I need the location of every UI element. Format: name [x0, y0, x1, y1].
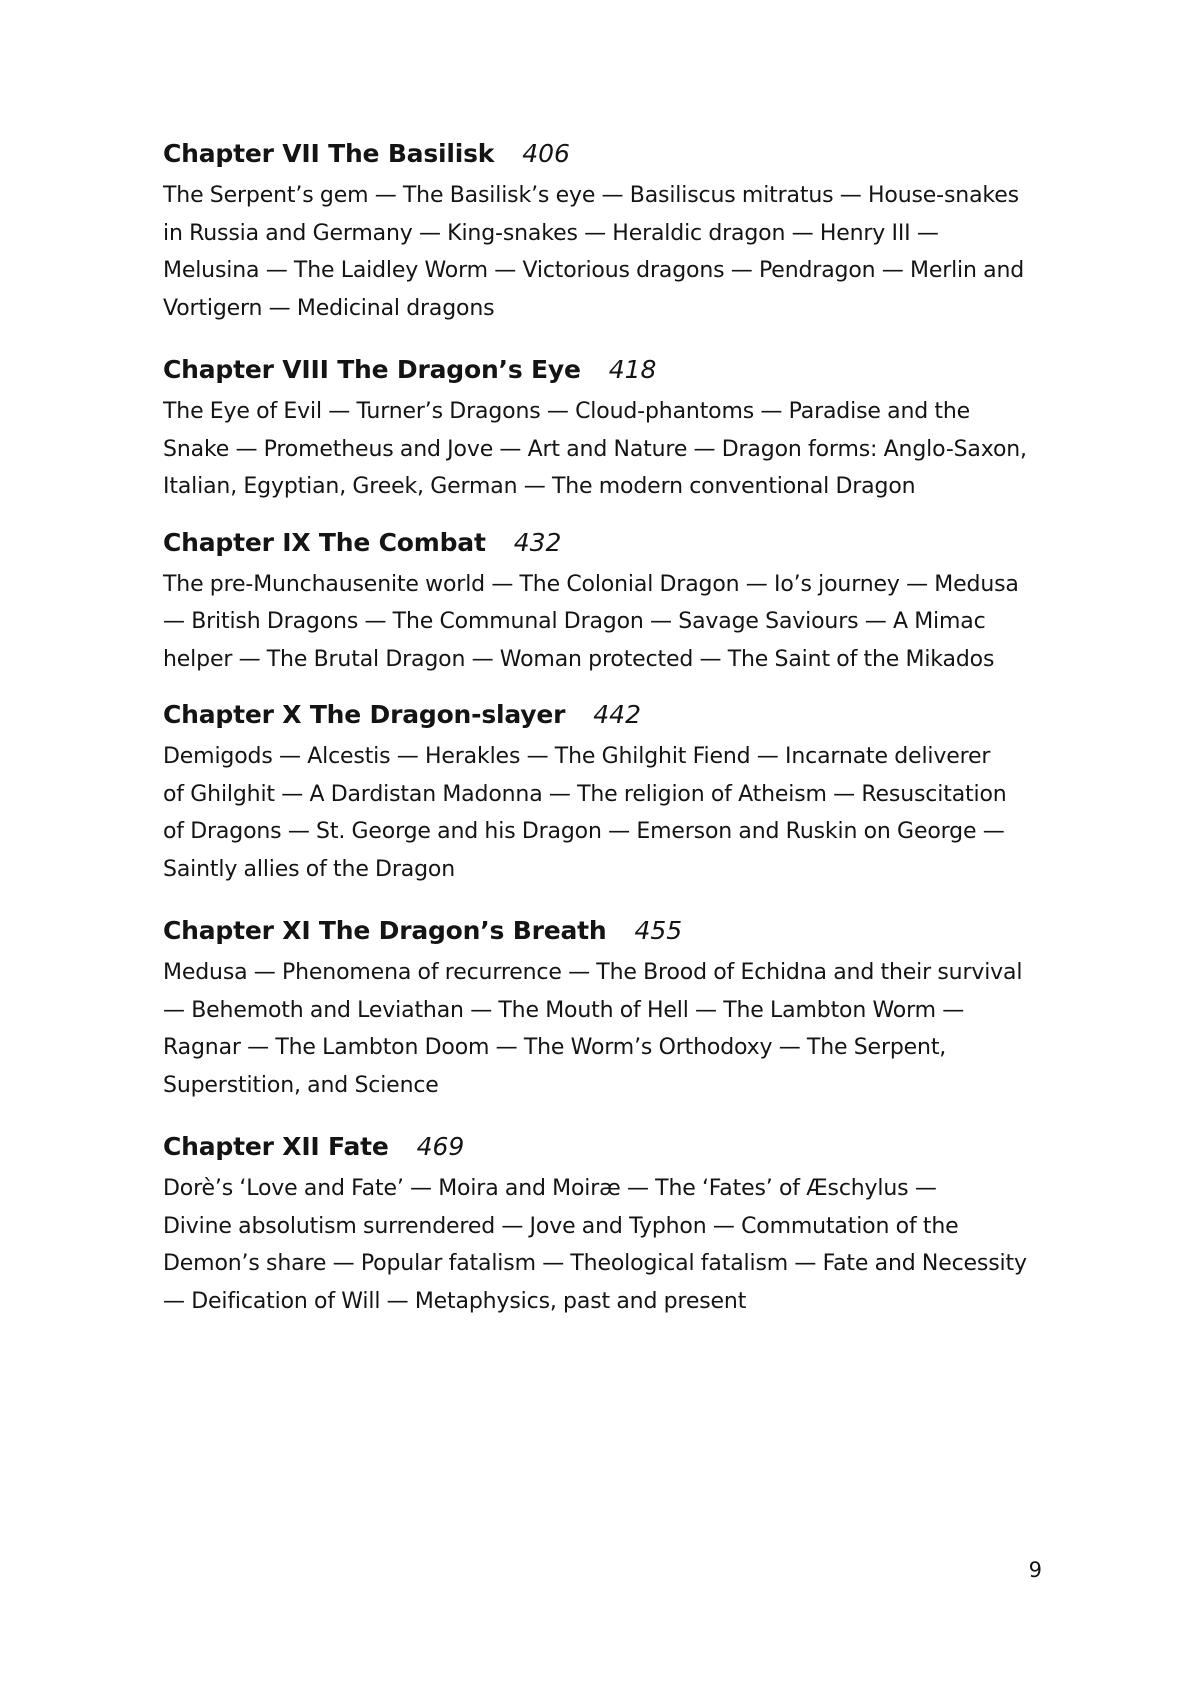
chapter-summary: Demigods — Alcestis — Herakles — The Ghilghit Fiend — Incarnate deliverer of Ghilghit — A Dardistan Madonna — The religion of Atheism — Resuscitation of Dragons — St. George and his Dragon — Emerson and Ruskin on George — Saintly allies of the Dragon [163, 744, 1007, 882]
chapter-page-number: 469 [416, 1132, 465, 1161]
chapter-entry-11 [163, 914, 1053, 1104]
chapter-entry-7 [163, 137, 1053, 327]
chapter-summary: The Eye of Evil — Turner’s Dragons — Cloud-phantoms — Paradise and the Snake — Prometheus and Jove — Art and Nature — Dragon forms: Anglo-Saxon, Italian, Egyptian, Greek, German — The modern conventional Dragon [163, 399, 1027, 499]
chapter-page-number: 406 [522, 139, 570, 168]
chapter-title: Chapter VII The Basilisk [163, 139, 495, 168]
chapter-title: Chapter X The Dragon-slayer [163, 700, 566, 729]
chapter-entry-12 [163, 1130, 1053, 1320]
chapter-title: Chapter XI The Dragon’s Breath [163, 916, 607, 945]
chapter-heading [163, 526, 1053, 560]
chapter-summary: Medusa — Phenomena of recurrence — The Brood of Echidna and their survival — Behemoth and Leviathan — The Mouth of Hell — The Lambton Worm — Ragnar — The Lambton Doom — The Worm’s Orthodoxy — The Serpent, Superstition, and Science [163, 960, 1023, 1098]
page-number: 9 [1028, 1558, 1042, 1582]
chapter-heading [163, 698, 1053, 732]
chapter-entry-8 [163, 353, 1053, 506]
table-of-contents [163, 137, 1053, 1320]
spacer [163, 888, 1053, 914]
chapter-entry-9 [163, 526, 1053, 679]
chapter-title: Chapter XII Fate [163, 1132, 389, 1161]
spacer [163, 678, 1053, 698]
spacer [163, 506, 1053, 526]
chapter-summary: Dorè’s ‘Love and Fate’ — Moira and Moiræ — The ‘Fates’ of Æschylus — Divine absolutism surrendered — Jove and Typhon — Commutation of the Demon’s share — Popular fatalism — Theological fatalism — Fate and Necessity — Deification of Will — Metaphysics, past and present [163, 1176, 1027, 1314]
chapter-page-number: 442 [593, 700, 641, 729]
chapter-page-number: 432 [513, 527, 562, 557]
spacer [163, 327, 1053, 353]
spacer [163, 1104, 1053, 1130]
chapter-heading [163, 137, 1053, 171]
chapter-heading [163, 353, 1053, 387]
chapter-entry-10 [163, 698, 1053, 888]
chapter-heading [163, 914, 1053, 948]
chapter-title: Chapter IX The Combat [163, 527, 486, 557]
chapter-page-number: 418 [608, 355, 657, 384]
chapter-page-number: 455 [634, 916, 683, 945]
chapter-summary: The pre-Munchausenite world — The Colonial Dragon — Io’s journey — Medusa — British Dragons — The Communal Dragon — Savage Saviours — A Mimac helper — The Brutal Dragon — Woman protected — The Saint of the Mikados [163, 571, 1019, 672]
chapter-heading [163, 1130, 1053, 1164]
chapter-summary: The Serpent’s gem — The Basilisk’s eye — Basiliscus mitratus — House-snakes in Russia and Germany — King-snakes — Heraldic dragon — Henry III — Melusina — The Laidley Worm — Victorious dragons — Pendragon — Merlin and Vortigern — Medicinal dragons [163, 183, 1025, 321]
chapter-title: Chapter VIII The Dragon’s Eye [163, 355, 581, 384]
